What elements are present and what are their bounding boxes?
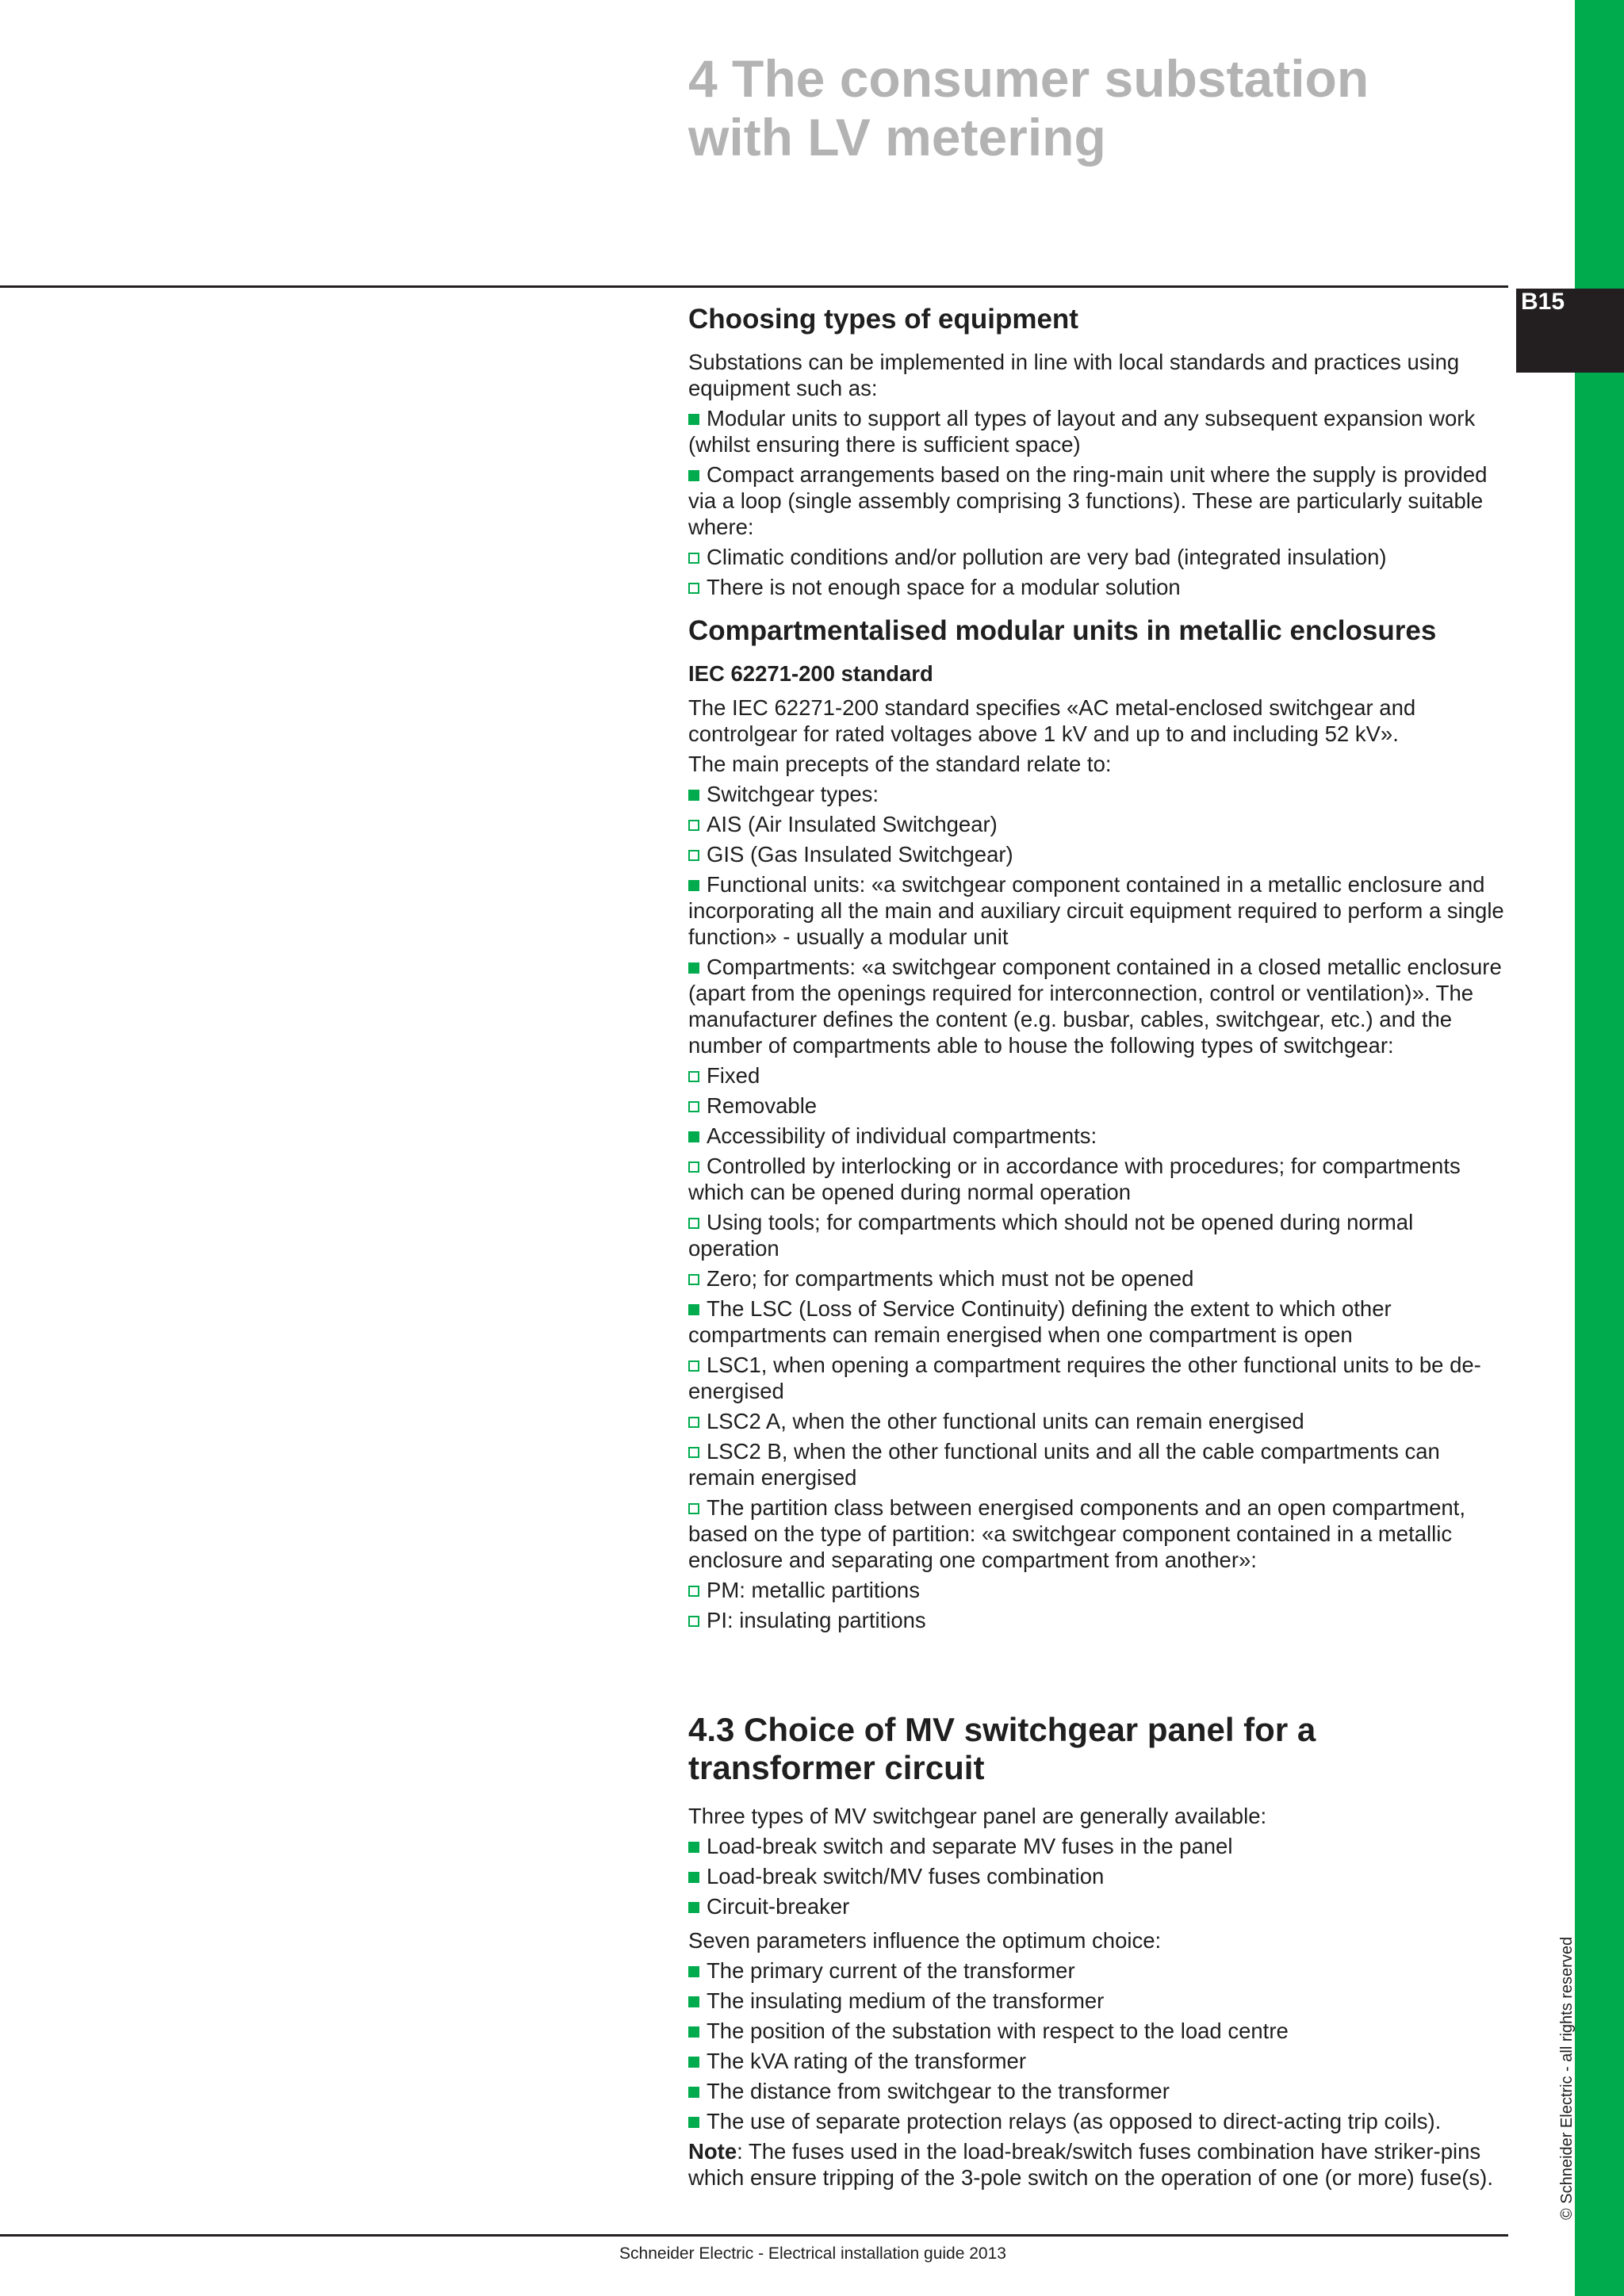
list-item: Compact arrangements based on the ring-main unit where the supply is provided via a loop (single assembly comprising 3 functions). These are particularly suitable where: [688,462,1488,539]
hollow-square-bullet-icon [688,1586,699,1597]
filled-square-bullet-icon [688,962,699,974]
chapter-title-line1: 4 The consumer substation [688,49,1369,108]
hollow-square-bullet-icon [688,820,699,831]
hollow-square-bullet-icon [688,1071,699,1082]
page-number-tab [1516,289,1624,373]
list-item: LSC2 A, when the other functional units can remain energised [688,1408,1508,1434]
list-item: The use of separate protection relays (as opposed to direct-acting trip coils). [688,2108,1508,2134]
list-item: Accessibility of individual compartments: [688,1123,1508,1149]
filled-square-bullet-icon [688,1966,699,1977]
filled-square-bullet-icon [688,880,699,891]
filled-square-bullet-icon [688,1872,699,1883]
filled-square-bullet-icon [688,470,699,481]
list-item: The LSC (Loss of Service Continuity) defining the extent to which other compartments can remain energised when one compartment is open [688,1296,1392,1347]
list-item: The primary current of the transformer [688,1957,1508,1984]
filled-square-bullet-icon [688,1131,699,1142]
hollow-square-bullet-icon [688,1274,699,1285]
list-item: The insulating medium of the transformer [688,1988,1508,2014]
list-item: Circuit-breaker [688,1893,1508,1919]
hollow-square-bullet-icon [688,1503,699,1514]
hollow-square-bullet-icon [688,850,699,861]
filled-square-bullet-icon [688,2087,699,2098]
filled-square-bullet-icon [688,1304,699,1315]
section-heading-4-3: 4.3 Choice of MV switchgear panel for a transformer circuit [688,1711,1316,1786]
list-item: PM: metallic partitions [688,1577,1508,1603]
list-item: AIS (Air Insulated Switchgear) [688,811,1508,837]
page-number: B15 [1521,289,1565,315]
list-item: The partition class between energised components and an open compartment, based on the type of partition: «a switchgear component contained in a metallic enclosure and separating one compartment from another»: [688,1495,1465,1572]
list-item: Modular units to support all types of layout and any subsequent expansion work (whilst ensuring there is sufficient space) [688,406,1476,457]
list-item: PI: insulating partitions [688,1607,1508,1633]
paragraph-panel-types-intro: Three types of MV switchgear panel are generally available: [688,1804,1267,1828]
hollow-square-bullet-icon [688,1360,699,1372]
filled-square-bullet-icon [688,414,699,425]
list-item: Compartments: «a switchgear component contained in a closed metallic enclosure (apart from the openings required for interconnection, control or ventilation)». The manufacturer defines the content (e.g. busbar, cables, switchgear, etc.) and the number of compartments able to house the following types of switchgear: [688,955,1502,1058]
header-rule [0,285,1508,288]
filled-square-bullet-icon [688,1902,699,1913]
hollow-square-bullet-icon [688,1447,699,1458]
chapter-title-line2: with LV metering [688,108,1106,166]
main-content [688,303,1508,2195]
note-paragraph [688,2138,1508,2191]
list-item: Switchgear types: [688,781,1508,807]
list-item: LSC1, when opening a compartment requires the other functional units to be de-energised [688,1353,1481,1403]
hollow-square-bullet-icon [688,553,699,564]
hollow-square-bullet-icon [688,1218,699,1229]
list-item: There is not enough space for a modular solution [688,574,1508,600]
subheading-iec-standard: IEC 62271-200 standard [688,661,933,686]
list-item: The position of the substation with respect to the load centre [688,2018,1508,2044]
list-item: Functional units: «a switchgear component contained in a metallic enclosure and incorporating all the main and auxiliary circuit equipment required to perform a single function» - usually a modular unit [688,872,1504,949]
chapter-title [688,49,1561,166]
hollow-square-bullet-icon [688,1417,699,1428]
list-item: Load-break switch and separate MV fuses in the panel [688,1833,1508,1859]
list-item: The kVA rating of the transformer [688,2048,1508,2074]
list-item: The distance from switchgear to the transformer [688,2078,1508,2104]
filled-square-bullet-icon [688,2026,699,2038]
copyright-notice: © Schneider Electric - all rights reserved [1558,1936,1576,2220]
list-item: Using tools; for compartments which should not be opened during normal operation [688,1210,1414,1261]
list-item: Controlled by interlocking or in accordance with procedures; for compartments which can be opened during normal operation [688,1154,1461,1204]
filled-square-bullet-icon [688,1996,699,2007]
hollow-square-bullet-icon [688,1616,699,1627]
footer-text: Schneider Electric - Electrical installation guide 2013 [619,2244,1006,2263]
filled-square-bullet-icon [688,1842,699,1853]
hollow-square-bullet-icon [688,583,699,594]
footer [0,2244,1624,2264]
hollow-square-bullet-icon [688,1161,699,1173]
footer-rule [0,2234,1508,2237]
paragraph-precepts: The main precepts of the standard relate to: [688,752,1112,776]
heading-choosing-equipment: Choosing types of equipment [688,304,1078,335]
note-text: : The fuses used in the load-break/switch fuses combination have striker-pins which ensure tripping of the 3-pole switch on the operation of one (or more) fuse(s). [688,2139,1493,2190]
note-label: Note [688,2139,737,2164]
hollow-square-bullet-icon [688,1101,699,1112]
list-item: Zero; for compartments which must not be opened [688,1265,1508,1292]
list-item: Load-break switch/MV fuses combination [688,1863,1508,1889]
filled-square-bullet-icon [688,790,699,801]
filled-square-bullet-icon [688,2057,699,2068]
paragraph-standard: The IEC 62271-200 standard specifies «AC metal-enclosed switchgear and controlgear for rated voltages above 1 kV and up to and including 52 kV». [688,695,1416,746]
heading-compartmentalised-units: Compartmentalised modular units in metallic enclosures [688,615,1437,646]
list-item: GIS (Gas Insulated Switchgear) [688,841,1508,867]
list-item: Climatic conditions and/or pollution are very bad (integrated insulation) [688,544,1508,570]
paragraph-parameters-intro: Seven parameters influence the optimum choice: [688,1928,1162,1953]
list-item: LSC2 B, when the other functional units and all the cable compartments can remain energised [688,1439,1440,1490]
paragraph-intro: Substations can be implemented in line with local standards and practices using equipment such as: [688,350,1460,400]
list-item: Removable [688,1093,1508,1119]
list-item: Fixed [688,1062,1508,1089]
filled-square-bullet-icon [688,2117,699,2128]
